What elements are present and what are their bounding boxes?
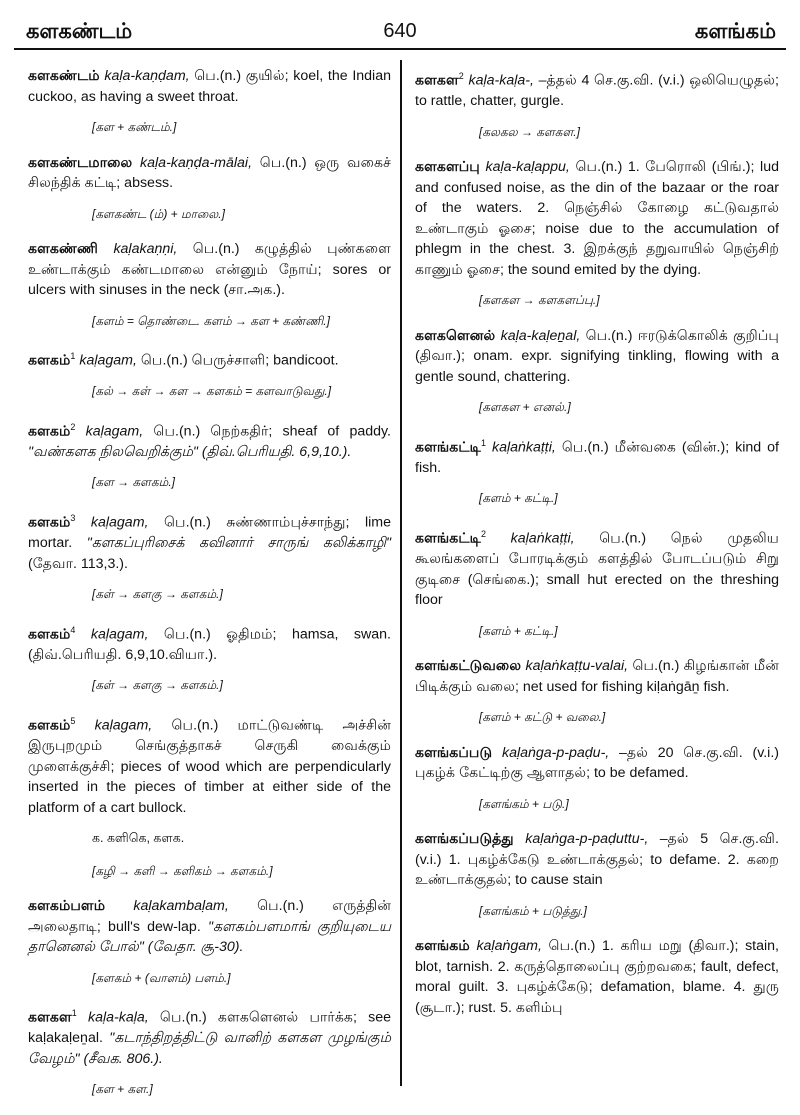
- dictionary-entry: [415, 936, 779, 1018]
- entry-definition: பெ.(n.) களகளெனல் பார்க்க; see kaḷakaḷeṉal.: [28, 1009, 391, 1047]
- entry-definition: பெ.(n.) குயில்; koel, the Indian cuckoo, as having a sweet throat.: [28, 68, 391, 105]
- entry-definition: பெ.(n.) நெற்கதிர்; sheaf of paddy.: [153, 423, 391, 440]
- entry-definition: பெ.(n.) 1. பேரொலி (பிங்.); lud and confused noise, as the din of the bazaar or the roar of the waters. 2. நெஞ்சில் கோழை கட்டுவதால் உண்டாகும் ஓசை; noise due to the accumulation of phlegm in the chest. 3. இறக்குந் தறுவாயில் நெஞ்சிற் காணும் ஓசை; the sound emited by the dying.: [415, 159, 779, 278]
- right-column: [415, 66, 779, 1022]
- entry-headword: களகளெனல்: [415, 327, 496, 344]
- entry-transliteration: kaḷa-kaḷeṉal,: [500, 327, 581, 344]
- entry-etymology: [கள் → களகு → களகம்.]: [92, 587, 223, 602]
- entry-etymology: [களம் + கட்டி.]: [479, 491, 558, 506]
- entry-headword: களகம்பளம்: [28, 898, 106, 915]
- entry-quotation: "களகப்புரிசைக் கவினார் சாருங் கலிக்காழி": [86, 535, 391, 552]
- entry-etymology: [களம் = தொண்டை. களம் → கள + கண்ணி.]: [92, 313, 330, 328]
- entry-reference: (தேவா. 113,3.).: [28, 555, 128, 572]
- entry-headword: களகள: [415, 72, 459, 89]
- entry-quotation: "களகம்பளமாங் குறியுடைய தானெனல் போல்" (வேதா. சூ-30).: [28, 918, 391, 956]
- entry-headword: களகண்டம்: [28, 68, 100, 84]
- entry-transliteration: kaḷagam,: [94, 717, 153, 734]
- dictionary-entry: [415, 656, 779, 697]
- entry-etymology: [கலகல → களகள.]: [479, 124, 580, 139]
- entry-headword: களகண்ணி: [28, 241, 99, 257]
- entry-transliteration: kaḷa-kaṇḍa-mālai,: [140, 154, 253, 171]
- entry-transliteration: kaḷa-kaṇḍam,: [104, 68, 190, 84]
- entry-definition: –தல் 5 செ.கு.வி. (v.i.) 1. புகழ்க்கேடு உண்டாக்குதல்; to defame. 2. கறை உண்டாக்குதல்; to cause stain: [415, 831, 779, 889]
- entry-headword: களகம்: [28, 423, 71, 440]
- dictionary-entry: [415, 524, 779, 611]
- entry-definition: பெ.(n.) நெல் முதலிய கூலங்களைப் போரடிக்கும் களத்தில் போடப்படும் சிறு குடிசை (செங்கை.); small hut erected on the threshing floor: [415, 530, 779, 609]
- entry-sense-number: 2: [480, 528, 486, 539]
- entry-transliteration: kaḷa-kaḷappu,: [485, 159, 570, 176]
- entry-transliteration: kaḷa-kaḷa,: [87, 1009, 149, 1026]
- entry-transliteration: kaḷagam,: [90, 626, 149, 643]
- dictionary-entry: [28, 508, 391, 574]
- dictionary-entry: [28, 417, 391, 463]
- entry-definition: –தல் 20 செ.கு.வி. (v.i.) புகழ்க் கேட்டிற்கு ஆளாதல்; to be defamed.: [415, 744, 779, 782]
- entry-sense-number: 5: [70, 715, 76, 726]
- entry-etymology: [களகண்ட (ம்) + மாலை.]: [92, 206, 225, 221]
- entry-transliteration: kaḷaṅkaṭṭu-valai,: [525, 658, 629, 675]
- entry-definition: பெ.(n.) ஈரடுக்கொலிக் குறிப்பு (திவா.); onam. expr. signifying tinkling, flowing with a gentle sound, chattering.: [415, 327, 779, 385]
- entry-sense-number: 1: [70, 351, 76, 361]
- entry-definition: பெ.(n.) ஒரு வகைச் சிலந்திக் கட்டி; absess.: [28, 154, 391, 191]
- entry-etymology: [கல் → கள் → கள → களகம் = களவாடுவது.]: [92, 384, 332, 399]
- entry-headword: களகள: [28, 1009, 72, 1026]
- entry-sense-number: 4: [70, 624, 76, 635]
- entry-headword: களங்கப்படுத்து: [415, 831, 514, 848]
- entry-headword: களகண்டமாலை: [28, 154, 133, 171]
- entry-headword: களங்கம்: [415, 938, 470, 955]
- dictionary-entry: [415, 66, 779, 112]
- dictionary-entry: [28, 620, 391, 666]
- entry-definition: பெ.(n.) சுண்ணாம்புச்சாந்து; lime mortar.: [28, 514, 391, 552]
- entry-headword: களகம்: [28, 717, 71, 734]
- page-header: [0, 0, 800, 44]
- entry-transliteration: kaḷaṅga-p-paḍuttu-,: [525, 831, 649, 848]
- header-rule: [14, 48, 786, 50]
- entry-headword: களங்கட்டுவலை: [415, 658, 522, 675]
- entry-cognate-note: க. களிகெ, களக.: [92, 831, 185, 846]
- entry-etymology: [களம் + கட்டு + வலை.]: [479, 710, 606, 725]
- entry-etymology: [களம் + கட்டி.]: [479, 623, 558, 638]
- entry-transliteration: kaḷakaṇṇi,: [113, 241, 178, 257]
- entry-etymology: [கள + கண்டம்.]: [92, 120, 177, 134]
- dictionary-entry: [28, 153, 391, 194]
- dictionary-entry: [415, 326, 779, 388]
- entry-quotation: "கடாந்திறத்திட்டு வானிற் களகள முழங்கும் வேழம்" (சீவக. 806.).: [28, 1030, 391, 1067]
- entry-definition: பெ.(n.) கிழங்கான் மீன் பிடிக்கும் வலை; net used for fishing kiḷaṅgāṉ fish.: [415, 658, 780, 695]
- entry-etymology: [கள் → களகு → களகம்.]: [92, 678, 223, 693]
- entry-sense-number: 3: [70, 512, 76, 523]
- dictionary-entry: [415, 829, 779, 891]
- left-column: [28, 66, 391, 1115]
- entry-headword: களகம்: [28, 626, 71, 643]
- entry-definition: பெ.(n.) எருத்தின் அலைதாடி; bull's dew-lap.: [28, 898, 391, 935]
- entry-definition: பெ.(n.) ஓதிமம்; hamsa, swan. (திவ்.பெரியதி. 6,9,10.வியா.).: [28, 626, 391, 663]
- dictionary-entry: [28, 346, 391, 371]
- entry-headword: களகம்: [28, 514, 71, 531]
- entry-headword: களங்கட்டி: [415, 439, 481, 456]
- entry-definition: பெ.(n.) பெருச்சாளி; bandicoot.: [140, 352, 339, 369]
- entry-transliteration: kaḷaṅgam,: [476, 938, 542, 955]
- entry-etymology: [கள → களகம்.]: [92, 475, 176, 490]
- entry-transliteration: kaḷagam,: [85, 423, 144, 440]
- dictionary-entry: [28, 1003, 391, 1069]
- entry-sense-number: 2: [458, 71, 464, 81]
- entry-definition: பெ.(n.) 1. கரிய மறு (திவா.); stain, blot, tarnish. 2. கருத்தொலைப்பு குற்றவகை; fault, defect, moral guilt. 3. புகழ்க்கேடு; defamation, blame. 4. துரு (சூடா.); rust. 5. களிம்பு: [415, 938, 779, 1016]
- dictionary-entry: [28, 66, 391, 107]
- entry-etymology: [களகள → களகளப்பு.]: [479, 293, 600, 308]
- running-head-left: களகண்டம்: [26, 20, 133, 43]
- dictionary-entry: [28, 239, 391, 301]
- entry-definition: பெ.(n.) கழுத்தில் புண்களை உண்டாக்கும் கண்டமாலை என்னும் நோய்; sores or ulcers with sinuses in the neck (சா.அக.).: [28, 241, 391, 298]
- entry-etymology: [களகள + எனல்.]: [479, 400, 571, 415]
- entry-transliteration: kaḷakambaḷam,: [133, 898, 229, 915]
- entry-sense-number: 2: [70, 421, 76, 432]
- entry-etymology: [களங்கம் + படுத்து.]: [479, 903, 587, 918]
- dictionary-entry: [415, 743, 779, 784]
- entry-sense-number: 1: [480, 437, 486, 448]
- entry-transliteration: kaḷaṅkaṭṭi,: [491, 439, 556, 456]
- entry-definition: –த்தல் 4 செ.கு.வி. (v.i.) ஒலியெழுதல்; to rattle, chatter, gurgle.: [415, 72, 779, 110]
- entry-headword: களங்கட்டி: [415, 530, 481, 547]
- entry-etymology: [கள + கள.]: [92, 1082, 153, 1097]
- column-divider: [400, 60, 402, 1086]
- entry-headword: களங்கப்படு: [415, 744, 493, 761]
- entry-transliteration: kaḷaṅkaṭṭi,: [510, 530, 575, 547]
- entry-definition: பெ.(n.) மீன்வகை (வின்.); kind of fish.: [415, 439, 779, 476]
- entry-definition: பெ.(n.) மாட்டுவண்டி அச்சின் இருபுறமும் செங்குத்தாகச் செருகி வைக்கும் முளைக்குச்சி; pieces of wood which are perpendicularly inserted in the pieces of timber at either side of the platform of a cart bullock.: [28, 717, 391, 816]
- entry-sense-number: 1: [71, 1008, 77, 1019]
- entry-etymology: [களகம் + (வாளம்) பளம்.]: [92, 970, 231, 985]
- entry-etymology: [களங்கம் + படு.]: [479, 796, 569, 811]
- entry-headword: களகளப்பு: [415, 159, 480, 176]
- entry-transliteration: kaḷagam,: [79, 352, 137, 369]
- entry-transliteration: kaḷaṅga-p-paḍu-,: [501, 744, 610, 761]
- entry-quotation: "வண்களக நிலவெறிக்கும்" (திவ்.பெரியதி. 6,9,10.).: [28, 443, 352, 460]
- dictionary-entry: [28, 896, 391, 958]
- running-head-right: களங்கம்: [694, 20, 776, 43]
- entry-transliteration: kaḷagam,: [90, 514, 149, 531]
- entry-headword: களகம்: [28, 352, 71, 369]
- entry-transliteration: kaḷa-kaḷa-,: [468, 72, 534, 89]
- dictionary-entry: [28, 711, 391, 818]
- page-number: 640: [383, 20, 417, 42]
- dictionary-entry: [415, 433, 779, 479]
- dictionary-entry: [415, 157, 779, 280]
- entry-etymology: [கழி → களி → களிகம் → களகம்.]: [92, 863, 273, 878]
